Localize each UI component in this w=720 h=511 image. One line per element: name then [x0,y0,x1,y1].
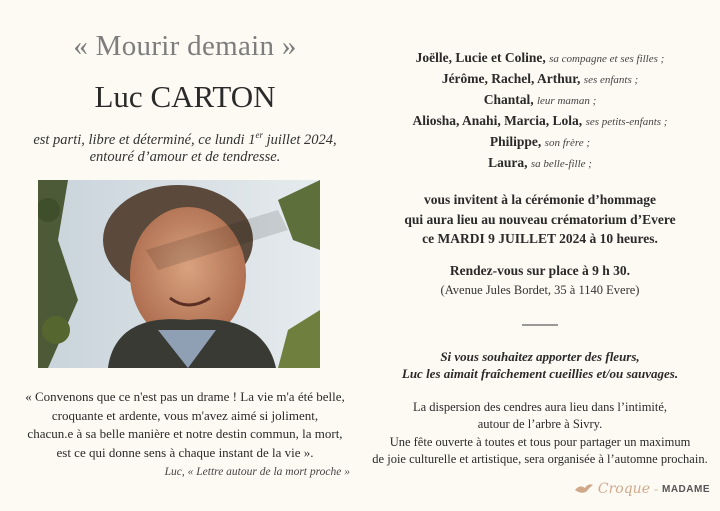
heading-quote: « Mourir demain » [73,30,297,62]
family-list [362,48,718,174]
brand-logo [574,481,710,497]
quote-line: est ce qui donne sens à chaque instant de la vie ». [56,444,314,460]
announcement [20,127,350,166]
deceased-name: Luc CARTON [94,79,276,114]
portrait-photo [38,180,320,368]
details-line: La dispersion des cendres aura lieu dans l’intimité, [412,399,668,414]
family-line: Joëlle, Lucie et Coline, sa compagne et ses filles ; [415,50,665,65]
logo-script: Croque [597,481,650,497]
family-line: Jérôme, Rachel, Arthur, ses enfants ; [441,71,639,86]
left-column [20,30,350,478]
quote-block [20,388,350,462]
family-line: Laura, sa belle-fille ; [488,155,592,170]
right-column [362,48,718,469]
logo-dash: - [654,482,658,496]
family-line: Chantal, leur maman ; [483,92,597,107]
address: (Avenue Jules Bordet, 35 à 1140 Evere) [440,282,640,297]
family-line: Philippe, son frère ; [489,134,591,149]
invite-line: qui aura lieu au nouveau crématorium d’Evere [404,211,676,227]
details-block [362,399,718,469]
ceremony-invitation [362,190,718,249]
details-line: autour de l’arbre à Sivry. [477,417,603,431]
flowers-note [362,348,718,383]
rendezvous-time: Rendez-vous sur place à 9 h 30. [449,262,631,278]
invite-line: ce MARDI 9 JUILLET 2024 à 10 heures. [422,231,658,246]
announce-line-2: entouré d’amour et de tendresse. [89,148,281,165]
details-line: de joie culturelle et artistique, sera organisée à l’automne prochain. [372,452,708,466]
quote-line: croquante et ardente, vous m'avez aimé si joliment, [51,407,319,423]
family-line: Aliosha, Anahi, Marcia, Lola, ses petits-enfants ; [412,113,668,128]
quote-line: « Convenons que ce n'est pas un drame ! La vie m'a été belle, [25,389,345,404]
quote-line: chacun.e à sa belle manière et notre destin commun, la mort, [27,426,343,441]
announce-sup: er [255,130,263,140]
quote-source: Luc, « Lettre autour de la mort proche » [164,466,350,478]
announce-part-a: est parti, libre et déterminé, ce lundi 1 [33,131,256,148]
flowers-line: Si vous souhaitez apporter des fleurs, [440,348,640,364]
flowers-line: Luc les aimait fraîchement cueillies et/ou sauvages. [401,366,679,381]
announce-part-b: juillet 2024, [262,131,337,148]
logo-brand: MADAME [662,483,710,495]
bird-icon [574,482,594,496]
divider [522,324,558,326]
details-line: Une fête ouverte à toutes et tous pour partager un maximum [389,434,691,449]
invite-line: vous invitent à la cérémonie d’hommage [423,192,657,207]
